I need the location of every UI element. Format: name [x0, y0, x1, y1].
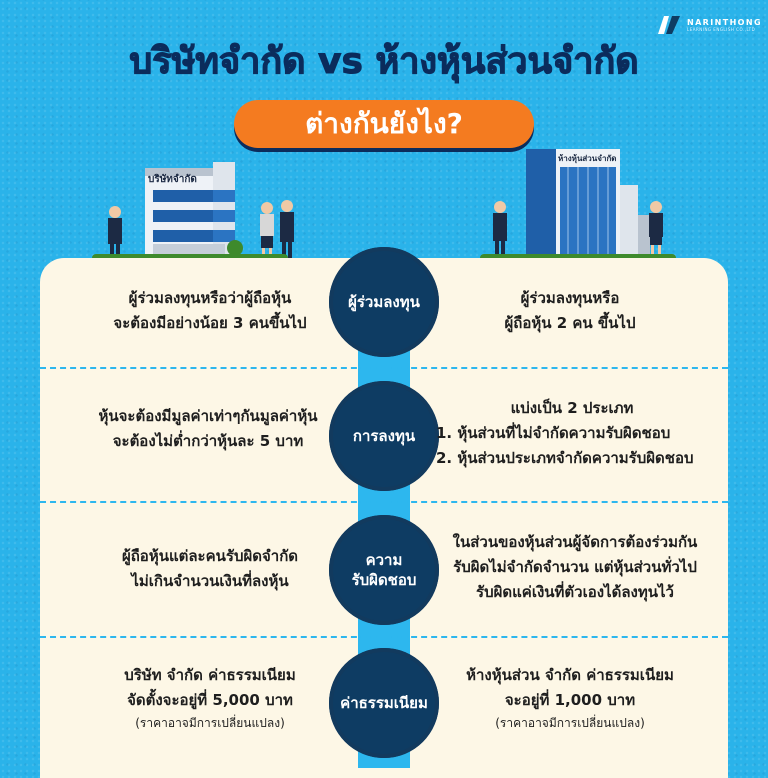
row-divider — [40, 367, 728, 369]
company-building-illustration — [95, 160, 305, 260]
row-3-label: ความ รับผิดชอบ — [329, 515, 439, 625]
row-1-company: ผู้ร่วมลงทุนหรือว่าผู้ถือหุ้น จะต้องมีอย่างน้อย 3 คนขึ้นไป — [113, 289, 307, 332]
page-title: บริษัทจำกัด vs ห้างหุ้นส่วนจำกัด — [129, 41, 639, 82]
partnership-sign: ห้างหุ้นส่วนจำกัด — [558, 154, 617, 163]
row-2-label: การลงทุน — [329, 381, 439, 491]
brand-tagline: LEARNING ENGLISH CO.,LTD — [687, 27, 756, 32]
row-2-partnership: แบ่งเป็น 2 ประเภท 1. หุ้นส่วนที่ไม่จำกัดความรับผิดชอบ 2. หุ้นส่วนประเภทจำกัดความรับผิดชอบ — [436, 399, 694, 467]
brand-logo — [656, 14, 762, 36]
row-4-partnership: ห้างหุ้นส่วน จำกัด ค่าธรรมเนียม จะอยู่ที่ 1,000 บาท (ราคาอาจมีการเปลี่ยนแปลง) — [466, 666, 674, 730]
row-divider — [40, 501, 728, 503]
row-divider — [40, 636, 728, 638]
person-right — [280, 200, 294, 258]
page-subtitle: ต่างกันยังไง? — [305, 107, 463, 140]
brand-logo-icon — [656, 14, 682, 36]
brand-name: NARINTHONG — [687, 18, 762, 27]
company-sign: บริษัทจำกัด — [148, 174, 197, 185]
person-left — [108, 206, 122, 258]
row-1-label: ผู้ร่วมลงทุน — [329, 247, 439, 357]
person-partner — [493, 201, 507, 259]
row-4-label: ค่าธรรมเนียม — [329, 648, 439, 758]
row-4-company: บริษัท จำกัด ค่าธรรมเนียม จัดตั้งจะอยู่ที่ 5,000 บาท (ราคาอาจมีการเปลี่ยนแปลง) — [124, 666, 296, 730]
row-1-partnership: ผู้ร่วมลงทุนหรือ ผู้ถือหุ้น 2 คน ขึ้นไป — [504, 289, 636, 332]
partnership-building — [526, 149, 650, 259]
row-3-company: ผู้ถือหุ้นแต่ละคนรับผิดจำกัด ไม่เกินจำนวนเงินที่ลงหุ้น — [121, 547, 299, 590]
row-2-company: หุ้นจะต้องมีมูลค่าเท่าๆกันมูลค่าหุ้น จะต้องไม่ต่ำกว่าหุ้นละ 5 บาท — [98, 407, 318, 450]
person-woman-partner — [649, 201, 663, 259]
person-woman — [260, 202, 274, 258]
row-3-partnership: ในส่วนของหุ้นส่วนผู้จัดการต้องร่วมกัน รับผิดไม่จำกัดจำนวน แต่หุ้นส่วนทั่วไป รับผิดแค่เงินที่ตัวเองได้ลงทุนไว้ — [452, 533, 698, 601]
